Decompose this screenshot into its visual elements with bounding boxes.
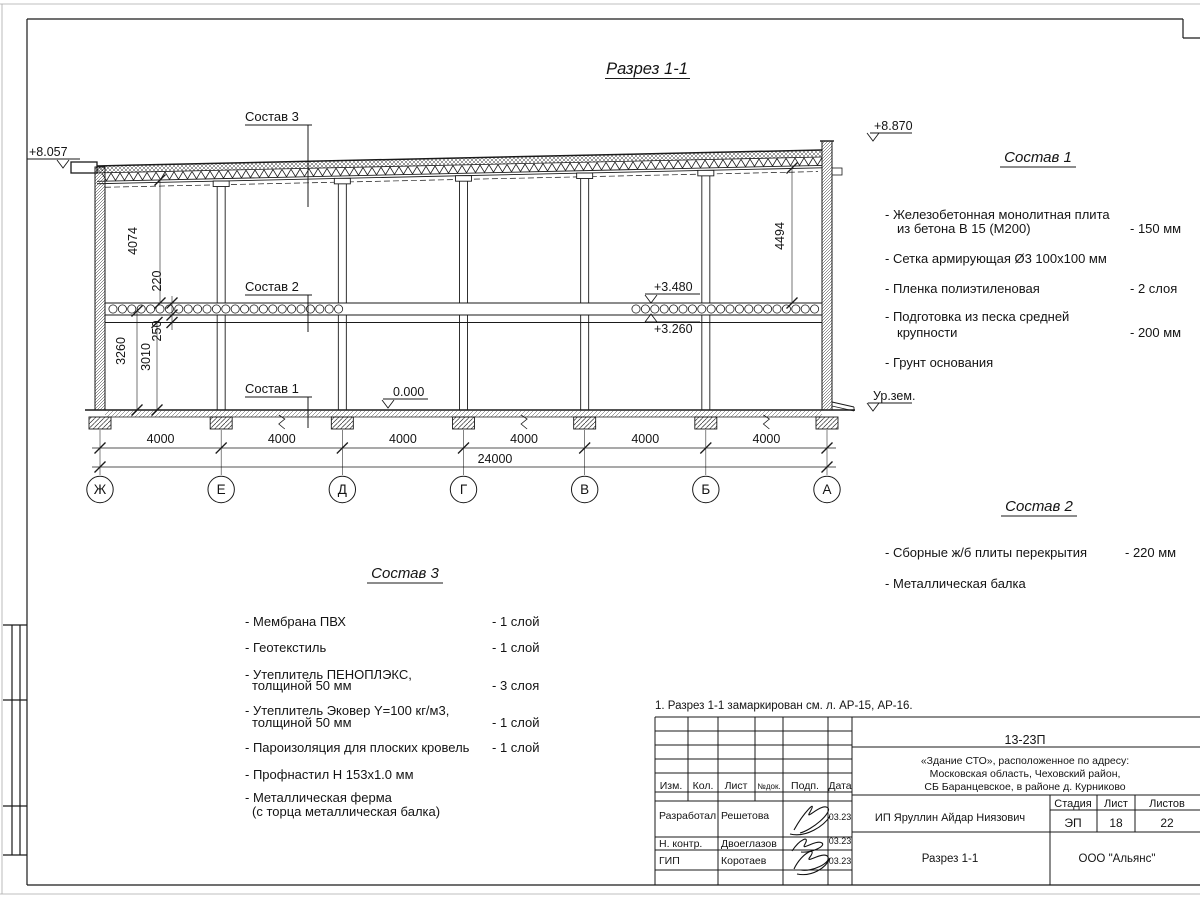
client-name: ИП Яруллин Айдар Ниязович <box>874 812 1026 824</box>
sostav1-item-value: - 2 слоя <box>1130 281 1178 296</box>
sostav1-item-line: - Сетка армирующая Ø3 100х100 мм <box>885 251 1107 266</box>
hollow-core-void <box>250 305 258 313</box>
hollow-core-void <box>316 305 324 313</box>
leader-sostav1: Состав 1 <box>245 381 299 396</box>
hollow-core-void <box>698 305 706 313</box>
bay-dim-label: 4000 <box>752 432 781 446</box>
tb-row-name: Решетова <box>721 810 770 822</box>
hollow-core-void <box>811 305 819 313</box>
foundation-pad <box>210 417 232 429</box>
axis-label: А <box>822 482 832 498</box>
tb-row-name: Двоеглазов <box>721 838 777 850</box>
sostav3-item-line: - Пароизоляция для плоских кровель <box>245 740 470 755</box>
hollow-core-void <box>754 305 762 313</box>
sostav3-item-value: - 1 слой <box>492 640 540 655</box>
eave-cap-left <box>71 162 97 173</box>
sostav3-item-line: - Утеплитель Эковер Y=100 кг/м3, <box>245 703 450 718</box>
bay-dim-label: 4000 <box>510 432 538 446</box>
sostav3-item-value: - 3 слоя <box>492 678 540 693</box>
page-title: Разрез 1-1 <box>606 60 688 78</box>
signature <box>794 851 830 874</box>
axis-label: В <box>580 482 590 498</box>
sostav3-item-line: - Профнастил Н 153х1.0 мм <box>245 767 414 782</box>
sostav1-title: Состав 1 <box>1004 149 1072 166</box>
column-capital <box>334 178 350 184</box>
tb-header-col: №док. <box>757 782 781 791</box>
project-address-line: СБ Баранцевское, в районе д. Курниково <box>924 781 1126 793</box>
bay-dim-label: 4000 <box>267 432 296 446</box>
tb-row-role: Разработал <box>659 810 717 822</box>
hollow-core-void <box>184 305 192 313</box>
hollow-core-void <box>278 305 286 313</box>
dim-beam: 250 <box>150 320 164 342</box>
hollow-core-void <box>231 305 239 313</box>
total-dim-label: 24000 <box>477 452 513 466</box>
dim-left-lower-outer: 3260 <box>114 337 128 365</box>
elevation-slab-bottom: +3.260 <box>654 322 693 336</box>
sostav1-item-line: - Грунт основания <box>885 355 994 370</box>
foundation-pad <box>331 417 353 429</box>
foundation-pad <box>89 417 111 429</box>
bay-dim-label: 4000 <box>389 432 417 446</box>
hollow-core-void <box>660 305 668 313</box>
elevation-floor: 0.000 <box>393 385 425 399</box>
company-name: ООО "Альянс" <box>1078 853 1156 865</box>
column-capital <box>456 176 472 182</box>
eave-ledge-right <box>832 168 842 175</box>
sostav1-item-value: - 150 мм <box>1130 221 1182 236</box>
dim-slab: 220 <box>150 270 164 292</box>
hollow-core-void <box>670 305 678 313</box>
hollow-core-void <box>297 305 305 313</box>
sostav2-title: Состав 2 <box>1005 498 1073 515</box>
axis-label: Г <box>459 482 468 498</box>
elevation-eave-left: +8.057 <box>29 145 68 159</box>
sostav3-item-value: - 1 слой <box>492 715 540 730</box>
dim-left-upper: 4074 <box>126 227 140 255</box>
sostav3-item-line: - Мембрана ПВХ <box>245 614 346 629</box>
bay-dim-label: 4000 <box>631 432 660 446</box>
hollow-core-void <box>726 305 734 313</box>
hollow-core-void <box>325 305 333 313</box>
tb-row-date: 03.23 <box>828 836 852 846</box>
hollow-core-void <box>147 305 155 313</box>
elevation-arrow <box>57 160 69 168</box>
tb-header-col: Изм. <box>659 780 683 792</box>
hollow-core-void <box>269 305 277 313</box>
hollow-core-void <box>632 305 640 313</box>
sostav1-item-line: из бетона В 15 (М200) <box>897 221 1031 236</box>
sostav3-item-line: - Металлическая ферма <box>245 790 392 805</box>
bay-dim-label: 4000 <box>146 432 175 446</box>
sheets-label: Листов <box>1149 798 1185 810</box>
hollow-core-void <box>212 305 220 313</box>
tb-header-col: Кол. <box>692 780 714 792</box>
foundation-pad <box>695 417 717 429</box>
leader-sostav2: Состав 2 <box>245 279 299 294</box>
sostav1-item-line: крупности <box>897 325 958 340</box>
column-capital <box>577 173 593 179</box>
sostav3-item-line: - Геотекстиль <box>245 640 327 655</box>
sheet-value: 18 <box>1109 816 1123 830</box>
tb-header-col: Лист <box>724 780 748 792</box>
hollow-core-void <box>335 305 343 313</box>
column-capital <box>698 170 714 176</box>
foundation-pad <box>453 417 475 429</box>
sostav2-item-line: - Металлическая балка <box>885 576 1026 591</box>
axis-label: Д <box>337 482 347 498</box>
sostav1-item-line: - Железобетонная монолитная плита <box>885 207 1110 222</box>
hollow-core-void <box>118 305 126 313</box>
sostav3-item-line: (с торца металлическая балка) <box>252 804 441 819</box>
tb-row-date: 03.23 <box>828 812 852 822</box>
tb-row-date: 03.23 <box>828 856 852 866</box>
column-capital <box>213 181 229 187</box>
hollow-core-void <box>717 305 725 313</box>
elevation-arrow <box>382 400 394 408</box>
hollow-core-void <box>241 305 249 313</box>
elevation-arrow <box>867 133 879 141</box>
sostav3-item-line: толщиной 50 мм <box>252 715 352 730</box>
hollow-core-void <box>735 305 743 313</box>
hollow-core-void <box>688 305 696 313</box>
sostav3-item-value: - 1 слой <box>492 740 540 755</box>
hollow-core-void <box>222 305 230 313</box>
elevation-slab-top: +3.480 <box>654 280 693 294</box>
sheet-note: 1. Разрез 1-1 замаркирован см. л. АР-15, АР-16. <box>655 700 913 712</box>
foundation-pad <box>816 417 838 429</box>
elevation-arrow <box>645 295 657 303</box>
hollow-core-void <box>651 305 659 313</box>
dim-left-lower-inner: 3010 <box>139 343 153 371</box>
sostav3-item-value: - 1 слой <box>492 614 540 629</box>
sostav3-item-line: толщиной 50 мм <box>252 678 352 693</box>
sostav1-item-line: - Пленка полиэтиленовая <box>885 281 1040 296</box>
tb-row-role: ГИП <box>659 855 680 867</box>
hollow-core-void <box>109 305 117 313</box>
axis-label: Ж <box>93 482 107 498</box>
sostav2-item-line: - Сборные ж/б плиты перекрытия <box>885 545 1088 560</box>
elevation-arrow <box>867 403 879 411</box>
signature <box>790 806 830 834</box>
hollow-core-void <box>679 305 687 313</box>
blind-area <box>832 402 854 407</box>
project-address-line: Московская область, Чеховский район, <box>929 768 1121 780</box>
dim-right-upper: 4494 <box>773 222 787 250</box>
sostav3-item-line: - Утеплитель ПЕНОПЛЭКС, <box>245 667 412 682</box>
sostav3-title: Состав 3 <box>371 565 439 582</box>
hollow-core-void <box>288 305 296 313</box>
hollow-core-void <box>707 305 715 313</box>
floor-slab-hatch <box>105 411 822 417</box>
project-address-line: «Здание СТО», расположенное по адресу: <box>920 755 1130 767</box>
ground-level-label: Ур.зем. <box>873 389 916 403</box>
hollow-core-void <box>203 305 211 313</box>
sostav1-item-value: - 200 мм <box>1130 325 1182 340</box>
drawing-name: Разрез 1-1 <box>921 853 979 865</box>
hollow-core-void <box>792 305 800 313</box>
hollow-core-void <box>641 305 649 313</box>
tb-row-name: Коротаев <box>721 855 767 867</box>
stage-value: ЭП <box>1064 816 1082 830</box>
elevation-parapet-right: +8.870 <box>874 119 913 133</box>
hollow-core-void <box>194 305 202 313</box>
sostav2-item-value: - 220 мм <box>1125 545 1177 560</box>
sheet-label: Лист <box>1104 798 1128 810</box>
hollow-core-void <box>764 305 772 313</box>
hollow-core-void <box>773 305 781 313</box>
hollow-core-void <box>801 305 809 313</box>
stage-label: Стадия <box>1054 798 1092 810</box>
tb-header-col: Подп. <box>791 780 819 792</box>
foundation-pad <box>574 417 596 429</box>
sostav1-item-line: - Подготовка из песка средней <box>885 309 1070 324</box>
tb-row-role: Н. контр. <box>659 838 703 850</box>
hollow-core-void <box>128 305 136 313</box>
doc-number: 13-23П <box>1004 733 1046 747</box>
hollow-core-void <box>745 305 753 313</box>
hollow-core-void <box>259 305 267 313</box>
static-labels <box>29 60 1185 865</box>
axis-label: Е <box>216 482 226 498</box>
axis-label: Б <box>701 482 711 498</box>
leader-sostav3: Состав 3 <box>245 109 299 124</box>
tb-header-col: Дата <box>828 780 852 792</box>
wall-right <box>822 141 832 410</box>
wall-left <box>95 167 105 410</box>
sheets-value: 22 <box>1160 816 1174 830</box>
